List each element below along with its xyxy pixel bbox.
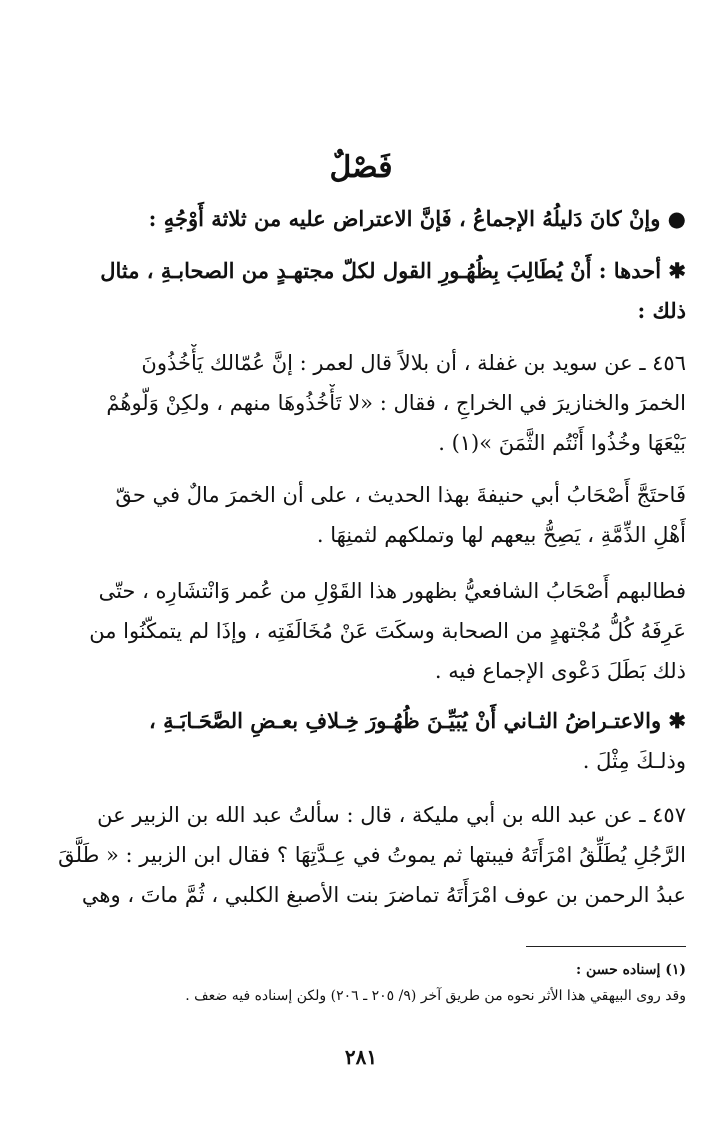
hadith-457-line-2: الرَّجُلِ يُطَلِّقُ امْرَأَتَهُ فيبتها ثم يموتُ في عِـدَّتِهَا ؟ فقال ابن الزبير : « طَلَّقَ bbox=[58, 843, 686, 867]
hadith-456-line-1: ٤٥٦ ـ عن سويد بن غفلة ، أن بلالاً قال لعمر : إنَّ عُمّالك يَأْخُذُونَ bbox=[141, 351, 686, 375]
abu-hanifa-line-2: أَهْلِ الذِّمَّةِ ، يَصِحُّ بيعهم لها وتملكهم لثمنِهَا . bbox=[316, 523, 686, 547]
footnote-line-2: وقد روى البيهقي هذا الأثر نحوه من طريق آخر (٩/ ٢٠٥ ـ ٢٠٦) ولكن إسناده فيه ضعف . bbox=[185, 988, 686, 1004]
shafii-line-2: عَرِفَهُ كُلُّ مُجْتهدٍ من الصحابة وسكَتَ عَنْ مُخَالَفَتِه ، وإذَا لم يتمكّنُوا من bbox=[89, 619, 686, 643]
first-objection-line-2: ذلك : bbox=[637, 298, 686, 323]
page-number: ٢٨١ bbox=[344, 1045, 378, 1069]
footnote-separator bbox=[526, 946, 686, 947]
footnote-line-1: (١) إسناده حسن : bbox=[575, 962, 686, 978]
intro-line-1: ● وإنْ كانَ دَليلُهُ الإجماعُ ، فَإنَّ الاعتراض عليه من ثلاثة أَوْجُهٍ : bbox=[148, 206, 686, 231]
shafii-line-1: فطالبهم أَصْحَابُ الشافعيُّ بظهور هذا القَوْلِ من عُمر وَانْتشَارِه ، حتّى bbox=[98, 579, 686, 603]
second-objection-line-2: وذلـكَ مِثْلَ . bbox=[582, 749, 686, 773]
hadith-456-line-2: الخمرَ والخنازيرَ في الخراجِ ، فقال : «لا تَأْخُذُوهَا منهم ، ولكِنْ وَلّوهُمْ bbox=[106, 391, 686, 415]
hadith-456-line-3: بَيْعَهَا وخُذُوا أَنْتُم الثَّمَنَ »(١) . bbox=[438, 431, 686, 455]
second-objection-line-1: ✱ والاعتـراضُ الثـاني أَنْ يُبَيِّـنَ ظُهُـورَ خِـلافِ بعـضِ الصَّحَـابَـةِ ، bbox=[149, 708, 686, 733]
section-title: فَصْلٌ bbox=[329, 150, 393, 185]
hadith-457-line-3: عبدُ الرحمن بن عوف امْرَأَتَهُ تماضرَ بنت الأصبغ الكلبي ، ثُمَّ ماتَ ، وهي bbox=[81, 883, 686, 907]
hadith-457-line-1: ٤٥٧ ـ عن عبد الله بن أبي مليكة ، قال : سألتُ عبد الله بن الزبير عن bbox=[97, 803, 686, 827]
first-objection-line-1: ✱ أحدها : أَنْ يُطَالِبَ بِظُهُـورِ القول لكلّ مجتهـدٍ من الصحابـةِ ، مثال bbox=[100, 258, 686, 283]
shafii-line-3: ذلك بَطَلَ دَعْوى الإجماع فيه . bbox=[434, 659, 686, 683]
abu-hanifa-line-1: فَاحتَجَّ أَصْحَابُ أبي حنيفةَ بهذا الحديث ، على أن الخمرَ مالٌ في حقّ bbox=[115, 483, 686, 507]
